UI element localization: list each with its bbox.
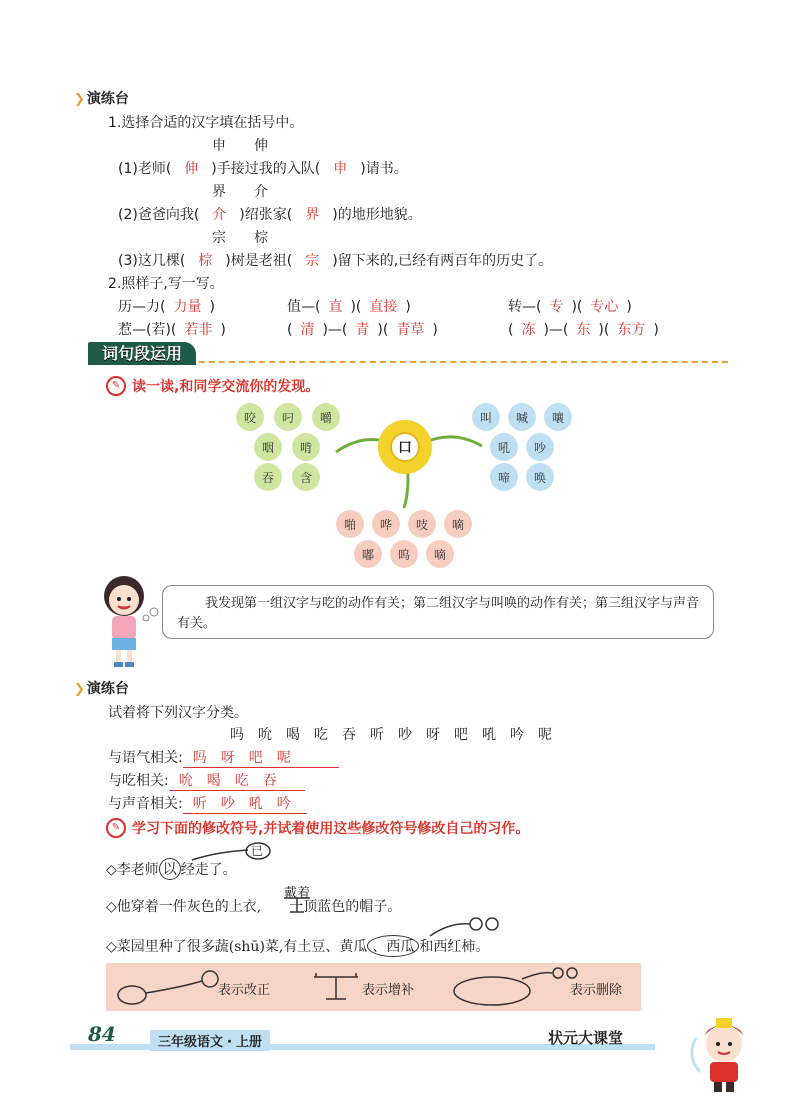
answer: 界 <box>305 207 320 223</box>
page-number: 84 <box>88 1022 116 1046</box>
example-3a: 转—( 专 )( 专心 ) <box>508 299 632 315</box>
practice-header-label: 演练台 <box>86 681 129 697</box>
brand-name: 状元大课堂 <box>548 1029 624 1047</box>
correct-symbol <box>112 967 222 1007</box>
char-chip: 呜 <box>390 540 418 568</box>
practice-header-1 <box>74 88 129 108</box>
example-correct: ◇李老师 以 经走了。 <box>106 858 237 880</box>
delete-symbol <box>452 965 582 1009</box>
sentence-2: (2)爸爸向我( 介 )绍张家( 界 )的地形地貌。 <box>118 204 422 224</box>
answer: 介 <box>212 207 227 223</box>
chevron-icon: ❯ <box>74 92 85 107</box>
question-2: 2.照样子,写一写。 <box>108 276 224 292</box>
example-insert: ◇他穿着一件灰色的上衣, 一顶蓝色的帽子。 <box>106 899 402 915</box>
revise-task <box>106 818 529 838</box>
char-pair-3: 宗 棕 <box>212 230 268 246</box>
char-chip: 嘀 <box>426 540 454 568</box>
legend-add: 表示增补 <box>362 983 415 998</box>
delete-mark <box>400 914 510 940</box>
example-1b: 惹—(若)( 若非 ) <box>118 322 226 338</box>
char-chip: 唤 <box>526 463 554 491</box>
read-task <box>106 376 319 396</box>
char-chip: 嚼 <box>312 403 340 431</box>
char-chip: 啃 <box>292 433 320 461</box>
sentence-3: (3)这几棵( 棕 )树是老祖( 宗 )留下来的,已经有两百年的历史了。 <box>118 250 552 270</box>
revise-task-label: 学习下面的修改符号,并试着使用这些修改符号修改自己的习作。 <box>132 821 530 837</box>
category-sound: 与声音相关: 听 吵 吼 吟 <box>108 793 307 814</box>
practice-header-2 <box>74 678 129 698</box>
char-chip: 叼 <box>274 403 302 431</box>
char-chip: 含 <box>292 463 320 491</box>
section-title: 词句段运用 <box>88 342 196 365</box>
answer: 申 <box>333 161 348 177</box>
char-pair-1: 申 伸 <box>212 138 268 154</box>
insert-word: 戴着 <box>284 886 311 901</box>
example-1a: 历—力( 力量 ) <box>118 299 215 315</box>
girl-illustration <box>96 572 166 672</box>
char-chip: 吵 <box>526 433 554 461</box>
char-chip: 吞 <box>254 463 282 491</box>
read-task-label: 读一读,和同学交流你的发现。 <box>132 379 320 395</box>
section-title-tab <box>88 341 196 364</box>
char-chip: 喊 <box>508 403 536 431</box>
speech-bubble <box>162 585 714 639</box>
char-chip: 咬 <box>236 403 264 431</box>
center-char: 口 <box>390 432 420 462</box>
correction-char: 已 <box>251 844 264 858</box>
char-chip: 啪 <box>336 510 364 538</box>
char-chip: 哗 <box>372 510 400 538</box>
mascot-illustration <box>690 1016 760 1094</box>
legend-del: 表示删除 <box>570 983 623 998</box>
flower-center <box>378 420 432 474</box>
answer: 宗 <box>305 253 320 269</box>
speech-text: 我发现第一组汉字与吃的动作有关；第二组汉字与叫唤的动作有关；第三组汉字与声音有关。 <box>177 596 700 631</box>
char-chip: 吱 <box>408 510 436 538</box>
sentence-1: (1)老师( 伸 )手接过我的入队( 申 )请书。 <box>118 158 408 178</box>
char-chip: 嘟 <box>354 540 382 568</box>
char-chip: 啼 <box>490 463 518 491</box>
question-1: 1.选择合适的汉字填在括号中。 <box>108 115 304 131</box>
example-delete: ◇菜园里种了很多蔬(shū)菜,有土豆、黄瓜 、西瓜 和西红柿。 <box>106 935 489 957</box>
insert-symbol <box>312 971 362 1007</box>
chevron-icon: ❯ <box>74 682 85 697</box>
example-2b: ( 清 )—( 青 )( 青草 ) <box>287 322 438 338</box>
char-chip: 吼 <box>490 433 518 461</box>
practice-header-label: 演练台 <box>86 91 129 107</box>
example-3b: ( 冻 )—( 东 )( 东方 ) <box>508 322 659 338</box>
category-eat: 与吃相关: 吮 喝 吃 吞 <box>108 770 305 791</box>
char-pair-2: 界 介 <box>212 184 268 200</box>
answer: 棕 <box>198 253 213 269</box>
mark-legend <box>106 963 641 1011</box>
insert-mark <box>282 894 314 916</box>
answer: 伸 <box>184 161 199 177</box>
pencil-circle-icon: ✎ <box>106 376 126 396</box>
example-2a: 值—( 直 )( 直接 ) <box>287 299 411 315</box>
char-chip: 叫 <box>472 403 500 431</box>
category-tone: 与语气相关: 吗 呀 吧 呢 <box>108 747 339 768</box>
classify-task: 试着将下列汉字分类。 <box>108 705 248 721</box>
char-chip: 嚷 <box>544 403 572 431</box>
pencil-circle-icon: ✎ <box>106 818 126 838</box>
book-title: 三年级语文・上册 <box>150 1030 270 1051</box>
char-chip: 嘀 <box>444 510 472 538</box>
legend-fix: 表示改正 <box>218 983 271 998</box>
classify-chars: 吗 吮 喝 吃 吞 听 吵 呀 吧 吼 吟 呢 <box>230 727 552 743</box>
char-chip: 咽 <box>254 433 282 461</box>
